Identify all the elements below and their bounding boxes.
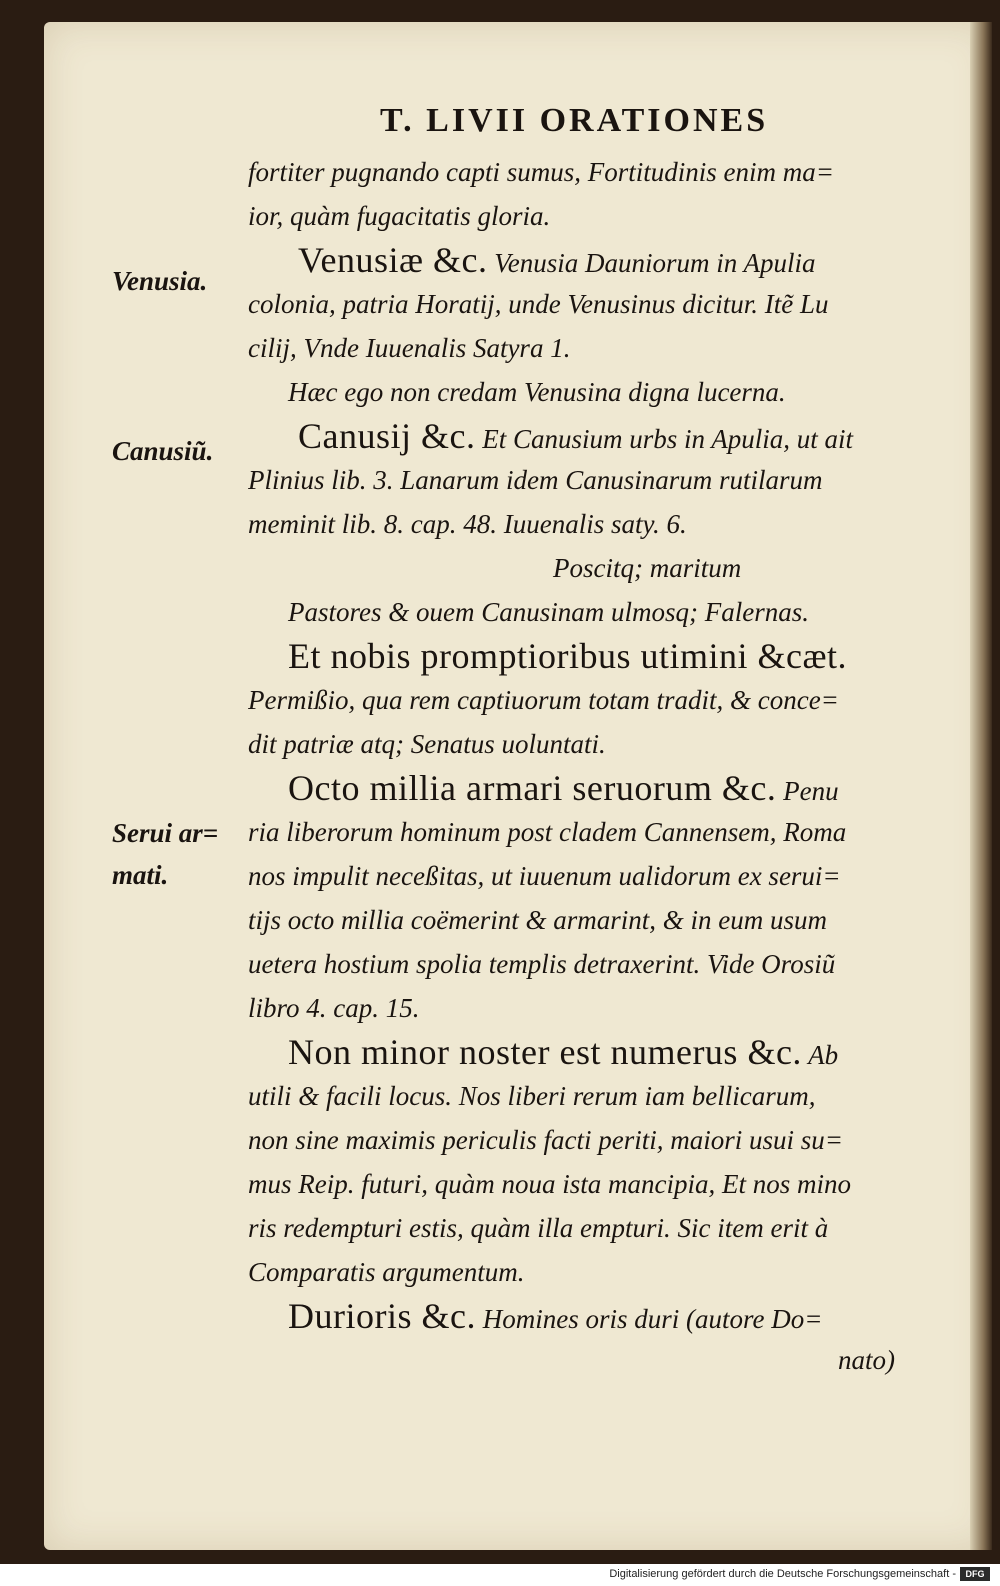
- text-line-rest: Homines oris duri (autore Do=: [475, 1304, 823, 1334]
- text-line: ris redempturi estis, quàm illa empturi. Sic item erit à: [248, 1213, 829, 1243]
- text-line: Permißio, qua rem captiuorum totam tradit, & conce=: [248, 685, 839, 715]
- lemma-et-nobis: Et nobis promptioribus utimini &cæt.: [288, 636, 848, 676]
- text-line: non sine maximis periculis facti periti, maiori usui su=: [248, 1125, 843, 1155]
- commentary-text: [248, 150, 938, 1382]
- text-line-rest: Venusia Dauniorum in Apulia: [487, 248, 816, 278]
- text-line: [248, 634, 938, 678]
- text-line: colonia, patria Horatij, unde Venusinus dicitur. Itẽ Lu: [248, 289, 829, 319]
- dfg-logo-icon: DFG: [960, 1567, 990, 1581]
- text-line: ria liberorum hominum post cladem Cannensem, Roma: [248, 817, 847, 847]
- text-line: [248, 414, 938, 458]
- text-line: uetera hostium spolia templis detraxerint. Vide Orosiũ: [248, 949, 836, 979]
- text-line: [248, 238, 938, 282]
- lemma-non-minor: Non minor noster est numerus &c.: [288, 1032, 802, 1072]
- verse-line: Poscitq; maritum: [553, 553, 742, 583]
- lemma-canusij: Canusij &c.: [298, 416, 476, 456]
- text-line-rest: Et Canusium urbs in Apulia, ut ait: [475, 424, 854, 454]
- lemma-venusiae: Venusiæ &c.: [298, 240, 488, 280]
- text-line: nato): [838, 1345, 895, 1375]
- text-line: nos impulit neceßitas, ut iuuenum ualidorum ex serui=: [248, 861, 841, 891]
- text-line: [248, 1294, 938, 1338]
- text-line: cilij, Vnde Iuuenalis Satyra 1.: [248, 333, 571, 363]
- text-line: dit patriæ atq; Senatus uoluntati.: [248, 729, 606, 759]
- margin-note-servi-1: Serui ar=: [112, 818, 219, 848]
- text-line-rest: Penu: [776, 776, 839, 806]
- text-line: [248, 766, 938, 810]
- text-line: libro 4. cap. 15.: [248, 993, 420, 1023]
- lemma-octo-millia: Octo millia armari seruorum &c.: [288, 768, 777, 808]
- book-gutter: [970, 22, 992, 1550]
- footer-credit: Digitalisierung gefördert durch die Deutsche Forschungsgemeinschaft -: [609, 1568, 956, 1580]
- text-line-rest: Ab: [801, 1040, 839, 1070]
- text-line: Comparatis argumentum.: [248, 1257, 525, 1287]
- text-line: [248, 1030, 938, 1074]
- text-line: tijs octo millia coëmerint & armarint, & in eum usum: [248, 905, 827, 935]
- text-line: meminit lib. 8. cap. 48. Iuuenalis saty. 6.: [248, 509, 687, 539]
- margin-note-servi-2: mati.: [112, 860, 169, 890]
- verse-line: Hæc ego non credam Venusina digna lucerna.: [288, 377, 786, 407]
- text-line: ior, quàm fugacitatis gloria.: [248, 201, 551, 231]
- text-line: Plinius lib. 3. Lanarum idem Canusinarum rutilarum: [248, 465, 823, 495]
- margin-note-venusia: Venusia.: [112, 266, 208, 296]
- verse-line: Pastores & ouem Canusinam ulmosq; Falernas.: [288, 597, 809, 627]
- running-head: T. LIVII ORATIONES: [380, 102, 769, 139]
- text-line: utili & facili locus. Nos liberi rerum iam bellicarum,: [248, 1081, 816, 1111]
- margin-note-canusium: Canusiũ.: [112, 436, 214, 466]
- text-line: fortiter pugnando capti sumus, Fortitudinis enim ma=: [248, 157, 834, 187]
- lemma-durioris: Durioris &c.: [288, 1296, 476, 1336]
- text-line: mus Reip. futuri, quàm noua ista mancipia, Et nos mino: [248, 1169, 851, 1199]
